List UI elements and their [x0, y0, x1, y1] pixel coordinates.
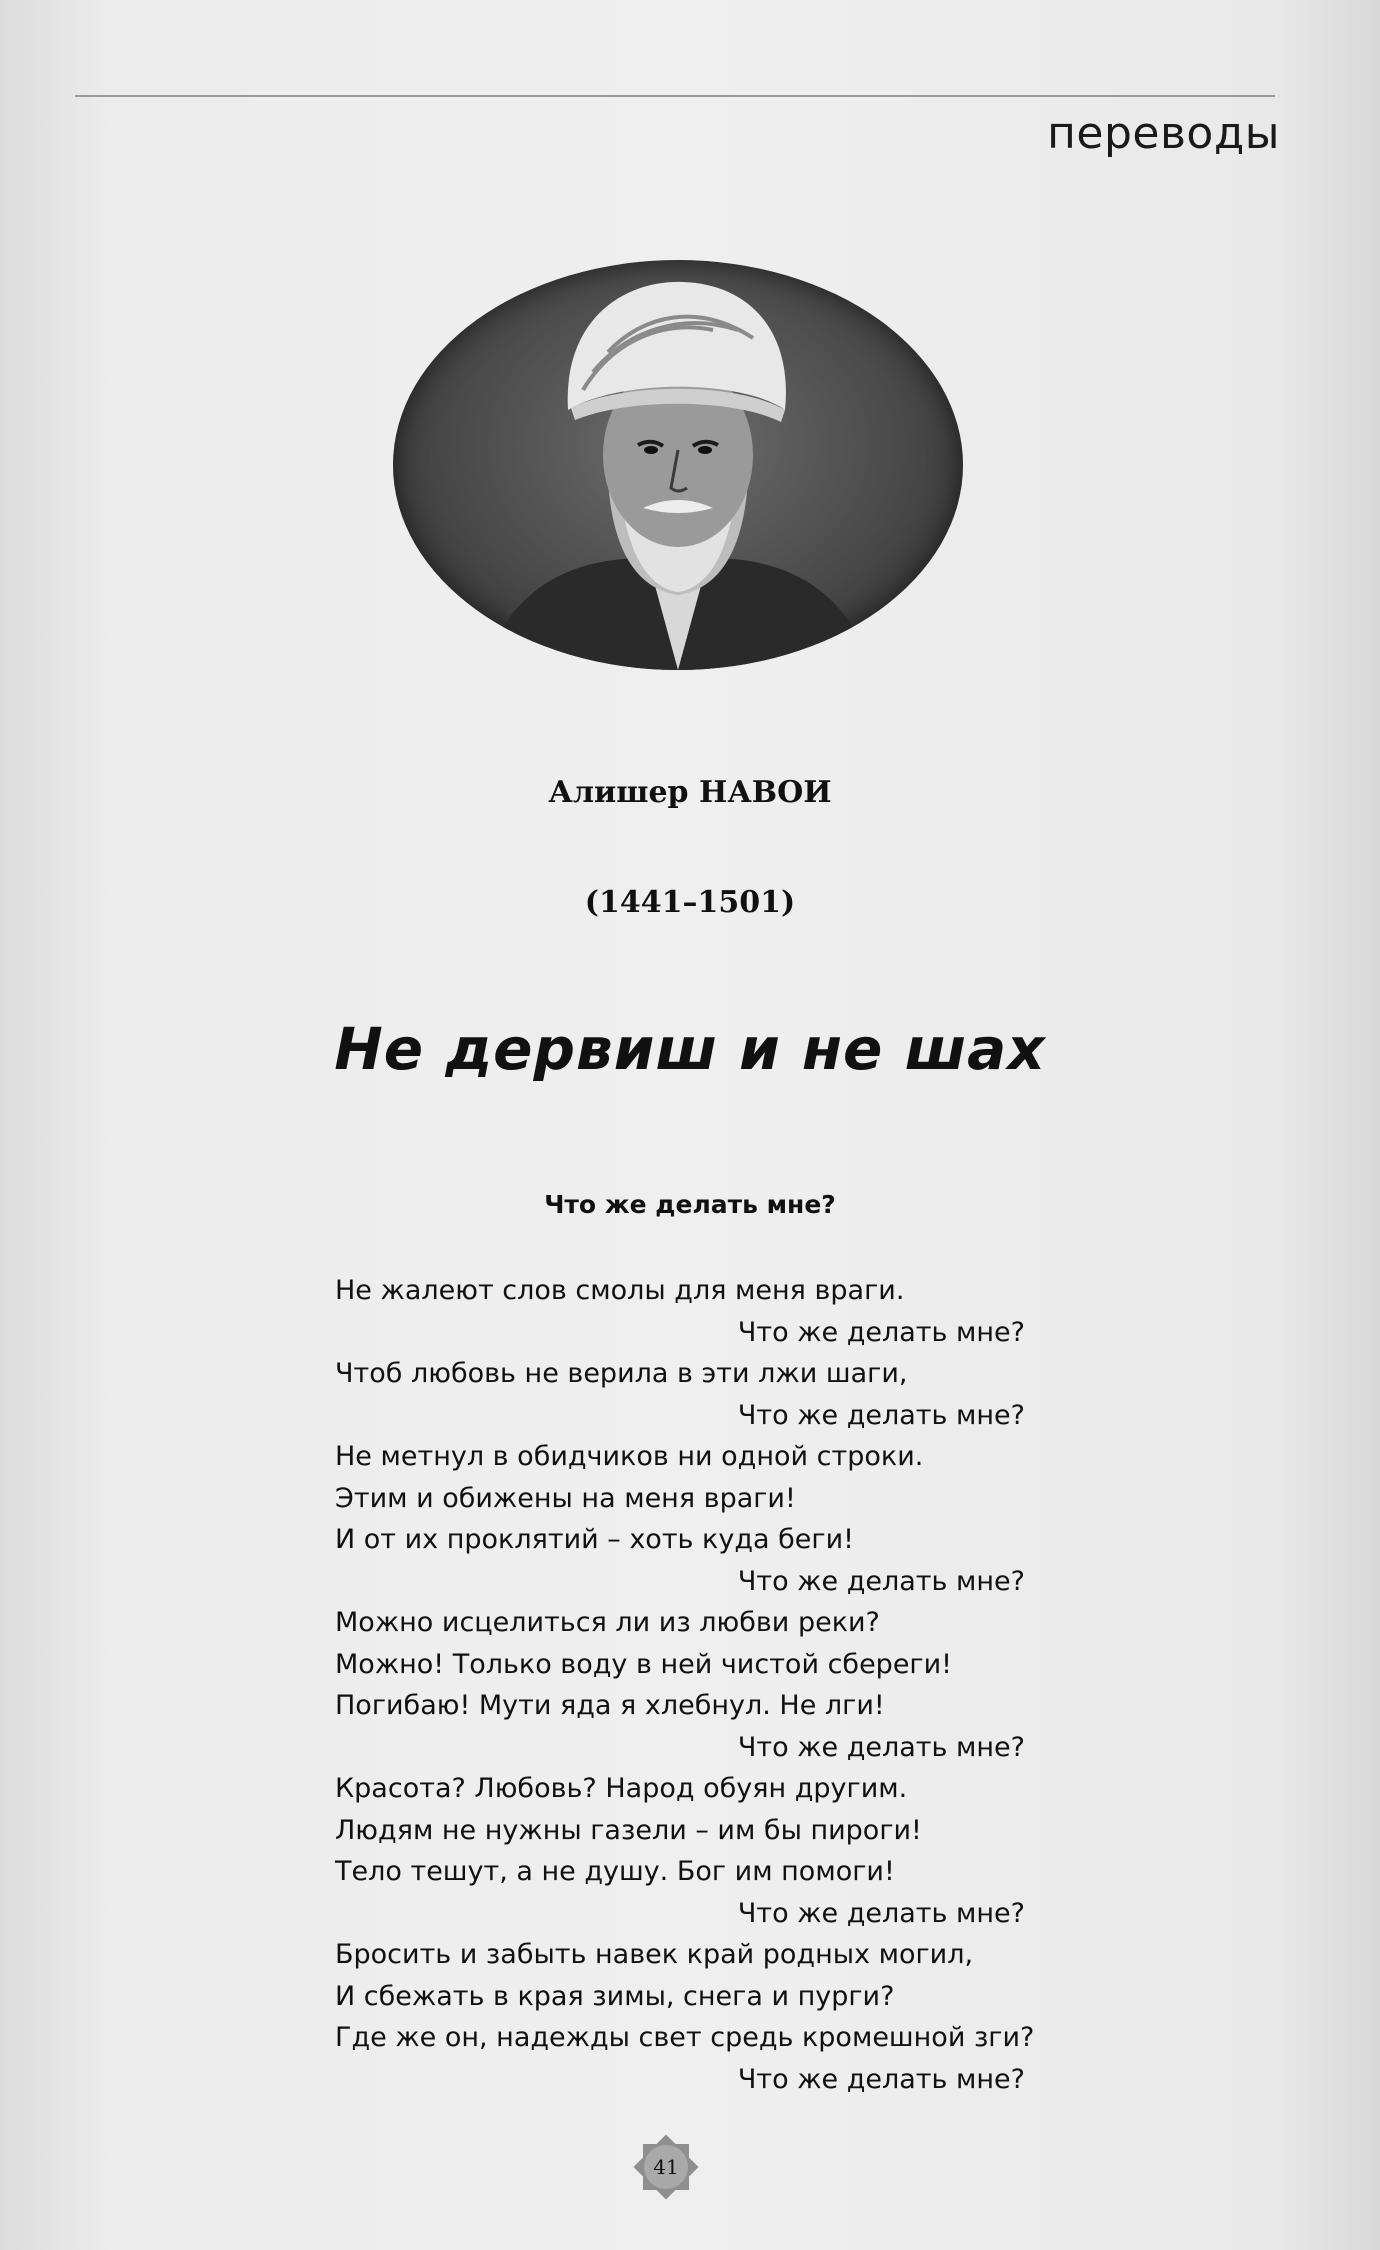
poem-line: Тело тешут, а не душу. Бог им помоги! [335, 1856, 895, 1887]
poem-line: Бросить и забыть навек край родных могил, [335, 1939, 974, 1970]
header-rule [75, 95, 1275, 97]
poem-line: И сбежать в края зимы, снега и пурги? [335, 1980, 895, 2012]
poem-subtitle: Что же делать мне? [544, 1190, 836, 1219]
poem-refrain: Что же делать мне? [737, 1565, 1025, 1597]
author-years: (1441–1501) [584, 885, 796, 920]
poem-refrain: Что же делать мне? [737, 1731, 1025, 1763]
author-name: Алишер НАВОИ [548, 775, 832, 810]
poem-line: Людям не нужны газели – им бы пироги! [335, 1814, 922, 1846]
poem-line: Можно исцелиться ли из любви реки? [335, 1607, 880, 1638]
poem-body [335, 1270, 1035, 2100]
poem-title: Не дервиш и не шах [334, 1015, 1046, 1083]
poem-line: Погибаю! Мути яда я хлебнул. Не лги! [335, 1690, 885, 1721]
poem-line: Этим и обижены на меня враги! [335, 1482, 796, 1514]
poem-line: Чтоб любовь не верила в эти лжи шаги, [335, 1358, 908, 1389]
poem-line: И от их проклятий – хоть куда беги! [335, 1524, 854, 1555]
poem-refrain: Что же делать мне? [737, 1316, 1025, 1348]
poem-refrain: Что же делать мне? [737, 1897, 1025, 1929]
poem-line: Не жалеют слов смолы для меня враги. [335, 1275, 905, 1306]
poem-line: Красота? Любовь? Народ обуян другим. [335, 1773, 908, 1804]
page-number-badge [631, 2132, 701, 2202]
section-label: переводы [1047, 108, 1280, 159]
poem-line: Не метнул в обидчиков ни одной строки. [335, 1441, 924, 1472]
poem-line: Можно! Только воду в ней чистой сбереги! [335, 1648, 952, 1680]
poem-refrain: Что же делать мне? [737, 1399, 1025, 1431]
poem-refrain: Что же делать мне? [737, 2063, 1025, 2095]
poem-line: Где же он, надежды свет средь кромешной зги? [335, 2022, 1035, 2053]
page-number: 41 [653, 2155, 679, 2179]
portrait-icon [393, 260, 963, 670]
